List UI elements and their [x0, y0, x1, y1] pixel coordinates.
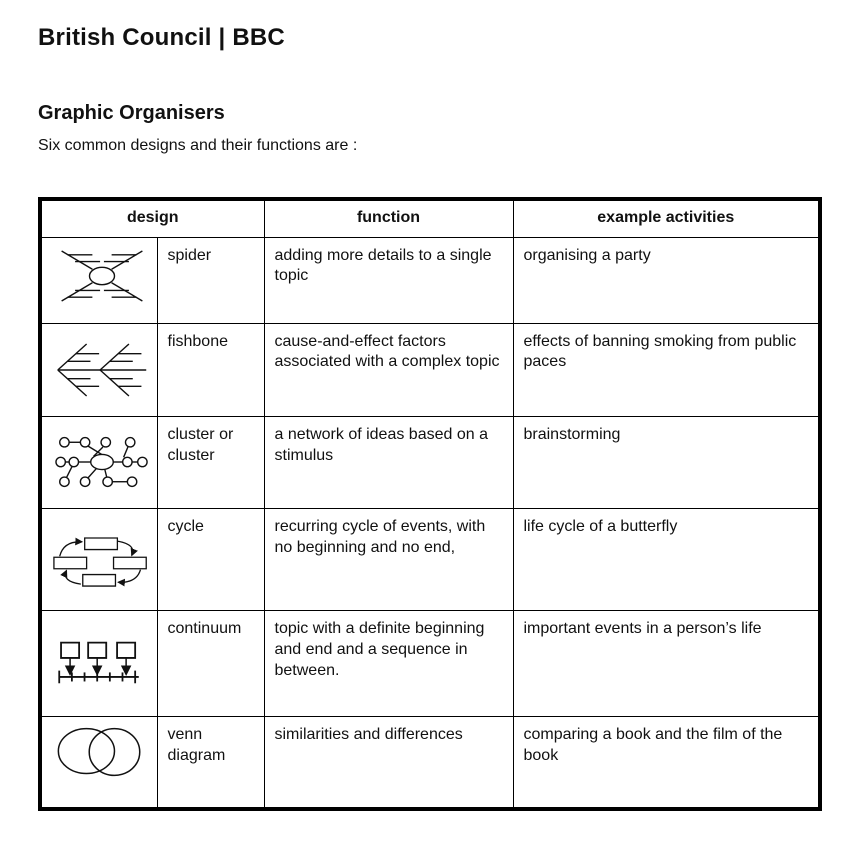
venn-diagram-icon — [52, 723, 162, 781]
table-row — [40, 237, 820, 323]
example-cell: effects of banning smoking from public paces — [513, 323, 820, 417]
design-icon-cell — [40, 417, 157, 509]
design-name-cell: fishbone — [157, 323, 264, 417]
design-name-cell: spider — [157, 237, 264, 323]
column-header-function: function — [264, 199, 513, 237]
table-row — [40, 509, 820, 611]
section-heading: Graphic Organisers — [38, 102, 225, 124]
function-cell: cause-and-effect factors associated with a complex topic — [264, 323, 513, 417]
page-title: British Council | BBC — [38, 24, 285, 51]
example-cell: organising a party — [513, 237, 820, 323]
design-icon-cell — [40, 237, 157, 323]
example-cell: life cycle of a butterfly — [513, 509, 820, 611]
function-cell: topic with a definite beginning and end and a sequence in between. — [264, 611, 513, 717]
design-name-cell: continuum — [157, 611, 264, 717]
example-cell: important events in a person’s life — [513, 611, 820, 717]
example-cell: brainstorming — [513, 417, 820, 509]
table-row — [40, 717, 820, 809]
design-name-cell: venn diagram — [157, 717, 264, 809]
column-header-examples: example activities — [513, 199, 820, 237]
example-cell: comparing a book and the film of the book — [513, 717, 820, 809]
continuum-diagram-icon — [52, 637, 146, 697]
cluster-diagram-icon — [52, 431, 152, 493]
intro-text: Six common designs and their functions are : — [38, 137, 358, 154]
design-name-cell: cluster or cluster — [157, 417, 264, 509]
cycle-diagram-icon — [52, 531, 152, 595]
function-cell: a network of ideas based on a stimulus — [264, 417, 513, 509]
design-icon-cell — [40, 611, 157, 717]
design-name-cell: cycle — [157, 509, 264, 611]
design-icon-cell — [40, 323, 157, 417]
fishbone-diagram-icon — [52, 338, 152, 402]
table-row — [40, 417, 820, 509]
design-icon-cell — [40, 717, 157, 809]
table-header-row — [40, 199, 820, 237]
function-cell: adding more details to a single topic — [264, 237, 513, 323]
spider-diagram-icon — [52, 244, 152, 308]
function-cell: similarities and differences — [264, 717, 513, 809]
design-icon-cell — [40, 509, 157, 611]
function-cell: recurring cycle of events, with no beginning and no end, — [264, 509, 513, 611]
table-row — [40, 611, 820, 717]
graphic-organisers-table — [38, 197, 822, 811]
column-header-design: design — [40, 199, 264, 237]
table-row — [40, 323, 820, 417]
